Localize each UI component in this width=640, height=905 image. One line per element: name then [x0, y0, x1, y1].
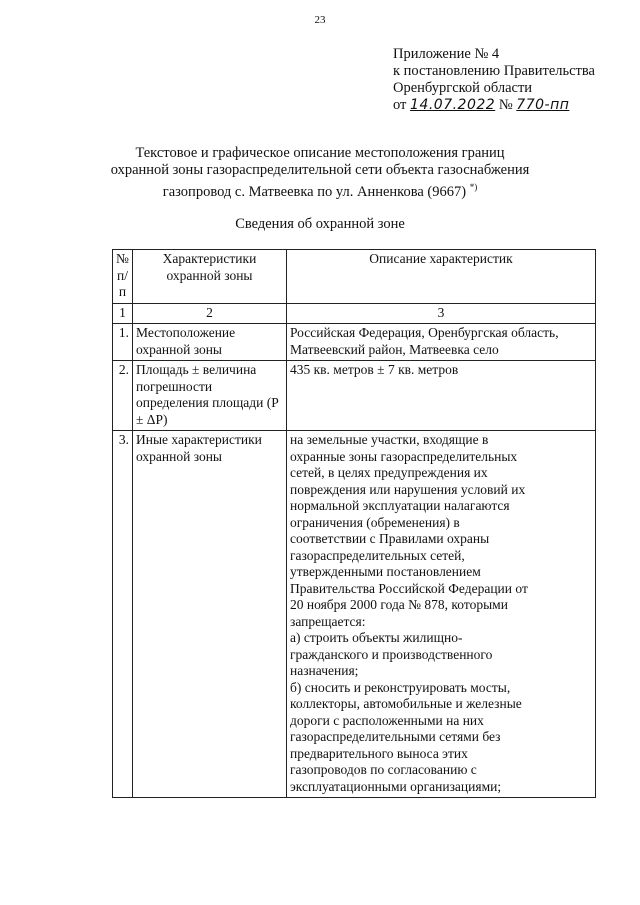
appendix-date-line [393, 97, 595, 114]
table-row [113, 324, 596, 361]
column-number-2: 2 [133, 303, 287, 324]
table-header-row [113, 250, 596, 304]
row-characteristic: Местоположение охранной зоны [133, 324, 287, 361]
header-description: Описание характеристик [287, 250, 596, 304]
description-line: гражданского и производственного [290, 646, 493, 662]
document-title-line3-text: газопровод с. Матвеевка по ул. Анненкова (9667) [162, 183, 467, 200]
description-line: газопроводов по согласованию с [290, 762, 477, 777]
description-line: а) строить объекты жилищно- [290, 630, 463, 645]
appendix-number-label: № [498, 97, 513, 113]
appendix-from-label: от [393, 97, 407, 113]
description-line: нормальной эксплуатации налагаются [290, 498, 510, 513]
row-description [287, 431, 596, 798]
description-line: на земельные участки, входящие в [290, 432, 489, 447]
description-line: б) сносить и реконструировать мосты, [290, 679, 511, 695]
section-title: Сведения об охранной зоне [235, 216, 405, 232]
row-description: 435 кв. метров ± 7 кв. метров [287, 361, 596, 431]
document-title-line3 [90, 179, 550, 201]
description-line: ограничения (обременения) в [290, 514, 460, 530]
description-line: соответствии с Правилами охраны [290, 531, 490, 546]
row-characteristic: Площадь ± величина погрешности определения площади (Р ± ΔР) [133, 361, 287, 431]
description-line: предварительного выноса этих [290, 745, 468, 761]
description-line: утвержденными постановлением [290, 564, 481, 579]
description-line: назначения; [290, 663, 359, 678]
description-line: дороги с расположенными на них [290, 712, 484, 728]
description-line: коллекторы, автомобильные и железные [290, 696, 522, 711]
table-row [113, 361, 596, 431]
row-characteristic: Иные характеристики охранной зоны [133, 431, 287, 798]
appendix-resolution: к постановлению Правительства [393, 63, 595, 79]
footnote-mark: *) [469, 182, 478, 192]
header-characteristics: Характеристики охранной зоны [133, 250, 287, 304]
description-line: повреждения или нарушения условий их [290, 481, 526, 497]
document-title-line2: охранной зоны газораспределительной сети объекта газоснабжения [110, 162, 530, 178]
description-line: сетей, в целях предупреждения их [290, 465, 488, 480]
protection-zone-table [112, 249, 596, 798]
description-line: газораспределительных сетей, [290, 547, 465, 563]
appendix-date: 14.07.2022 [410, 97, 496, 113]
appendix-title: Приложение № 4 [393, 46, 500, 62]
row-number: 1. [113, 324, 133, 361]
description-line: Правительства Российской Федерации от [290, 580, 528, 596]
row-description: Российская Федерация, Оренбургская область, Матвеевский район, Матвеевка село [287, 324, 596, 361]
document-title-line1: Текстовое и графическое описание местоположения границ [135, 145, 505, 161]
description-line: охранные зоны газораспределительных [290, 448, 518, 464]
appendix-header [393, 46, 595, 114]
description-line: запрещается: [290, 613, 366, 629]
description-line: газораспределительными сетями без [290, 729, 501, 744]
row-number: 3. [113, 431, 133, 798]
appendix-number: 770-пп [516, 97, 570, 113]
table-row [113, 431, 596, 798]
header-num: № п/п [113, 250, 133, 304]
description-line: 20 ноября 2000 года № 878, которыми [290, 597, 508, 612]
column-number-1: 1 [113, 303, 133, 324]
page-number: 23 [314, 14, 326, 26]
row-number: 2. [113, 361, 133, 431]
column-number-row [113, 303, 596, 324]
document-title [90, 145, 550, 201]
appendix-region: Оренбургской области [393, 80, 533, 96]
column-number-3: 3 [287, 303, 596, 324]
description-line: эксплуатационными организациями; [290, 778, 502, 794]
